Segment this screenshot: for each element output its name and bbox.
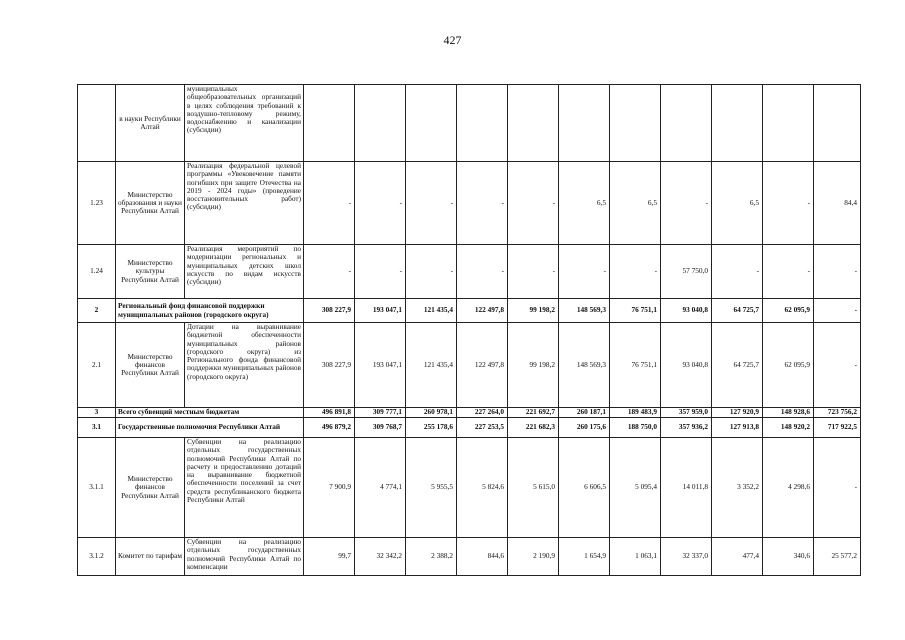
table-row <box>78 162 861 245</box>
value-cell: 32 337,0 <box>661 538 712 576</box>
value-cell: - <box>814 245 861 299</box>
value-cell <box>610 85 661 162</box>
description-cell: Субвенции на реализацию отдельных государственных полномочий Республики Алтай по расчету и предоставлению дотаций на выравнивание бюджетной обеспеченности поселений за счет средств республиканского бюджета Республики Алтай <box>185 438 304 538</box>
page-number: 427 <box>443 33 462 47</box>
value-cell: - <box>508 245 559 299</box>
description-cell: Реализация федеральной целевой программы «Увековечение памяти погибших при защите Отечества на 2019 - 2024 годы» (проведение восстановительных работ) (субсидии) <box>185 162 304 245</box>
value-cell: - <box>406 162 457 245</box>
value-cell: 5 615,0 <box>508 438 559 538</box>
value-cell: 5 955,5 <box>406 438 457 538</box>
value-cell: - <box>814 299 861 323</box>
value-cell: 189 483,9 <box>610 408 661 418</box>
value-cell: - <box>457 162 508 245</box>
row-code: 3.1.1 <box>78 438 116 538</box>
value-cell: 227 253,5 <box>457 418 508 438</box>
table-row <box>78 418 861 438</box>
row-code: 1.24 <box>78 245 116 299</box>
row-code: 2.1 <box>78 323 116 408</box>
value-cell: - <box>814 323 861 408</box>
value-cell: 6,5 <box>712 162 763 245</box>
table-row <box>78 438 861 538</box>
value-cell: - <box>814 438 861 538</box>
description-cell: Субвенции на реализацию отдельных государственных полномочий Республики Алтай по компенсации <box>185 538 304 576</box>
value-cell: 5 824,6 <box>457 438 508 538</box>
value-cell <box>355 85 406 162</box>
value-cell: 84,4 <box>814 162 861 245</box>
value-cell: 6,5 <box>559 162 610 245</box>
row-code: 2 <box>78 299 116 323</box>
ministry-cell: Министерство культуры Республики Алтай <box>116 245 185 299</box>
value-cell: 127 920,9 <box>712 408 763 418</box>
value-cell: - <box>559 245 610 299</box>
value-cell: - <box>406 245 457 299</box>
value-cell <box>559 85 610 162</box>
value-cell: - <box>355 162 406 245</box>
value-cell: 309 777,1 <box>355 408 406 418</box>
value-cell: 221 682,3 <box>508 418 559 438</box>
table-row <box>78 408 861 418</box>
value-cell: 99 198,2 <box>508 323 559 408</box>
value-cell: 14 011,8 <box>661 438 712 538</box>
value-cell: 64 725,7 <box>712 323 763 408</box>
budget-table <box>77 84 861 576</box>
value-cell <box>712 85 763 162</box>
value-cell: 4 774,1 <box>355 438 406 538</box>
value-cell: 62 095,9 <box>763 323 814 408</box>
section-title: Государственные полномочия Республики Алтай <box>116 418 304 438</box>
value-cell: 227 264,0 <box>457 408 508 418</box>
value-cell: 99,7 <box>304 538 355 576</box>
table-row <box>78 245 861 299</box>
description-cell: муниципальных общеобразовательных организаций в целях соблюдения требований к воздушно-тепловому режиму, водоснабжению и канализации (субсидии) <box>185 85 304 162</box>
value-cell: - <box>457 245 508 299</box>
value-cell: 308 227,9 <box>304 299 355 323</box>
value-cell: 148 928,6 <box>763 408 814 418</box>
row-code <box>78 85 116 162</box>
value-cell <box>508 85 559 162</box>
value-cell: 255 178,6 <box>406 418 457 438</box>
value-cell: 340,6 <box>763 538 814 576</box>
value-cell: 357 959,0 <box>661 408 712 418</box>
value-cell: 32 342,2 <box>355 538 406 576</box>
value-cell: 496 879,2 <box>304 418 355 438</box>
value-cell: 148 569,3 <box>559 299 610 323</box>
value-cell: 260 187,1 <box>559 408 610 418</box>
value-cell: - <box>763 162 814 245</box>
value-cell: 2 388,2 <box>406 538 457 576</box>
ministry-cell: в науки Республики Алтай <box>116 85 185 162</box>
value-cell: - <box>355 245 406 299</box>
value-cell: 4 298,6 <box>763 438 814 538</box>
value-cell: 308 227,9 <box>304 323 355 408</box>
value-cell <box>304 85 355 162</box>
row-code: 3.1 <box>78 418 116 438</box>
value-cell: 193 047,1 <box>355 323 406 408</box>
value-cell: 64 725,7 <box>712 299 763 323</box>
value-cell: 121 435,4 <box>406 299 457 323</box>
value-cell: 193 047,1 <box>355 299 406 323</box>
value-cell <box>661 85 712 162</box>
value-cell: 93 040,8 <box>661 323 712 408</box>
value-cell: - <box>763 245 814 299</box>
value-cell: 76 751,1 <box>610 323 661 408</box>
value-cell: 357 936,2 <box>661 418 712 438</box>
value-cell: - <box>304 245 355 299</box>
value-cell <box>457 85 508 162</box>
ministry-cell: Комитет по тарифам <box>116 538 185 576</box>
description-cell: Реализация мероприятий по модернизации региональных и муниципальных детских школ искусств по видам искусств (субсидии) <box>185 245 304 299</box>
row-code: 3.1.2 <box>78 538 116 576</box>
value-cell: 7 900,9 <box>304 438 355 538</box>
value-cell: 93 040,8 <box>661 299 712 323</box>
value-cell: 57 750,0 <box>661 245 712 299</box>
value-cell: 148 920,2 <box>763 418 814 438</box>
value-cell: 25 577,2 <box>814 538 861 576</box>
value-cell: 148 569,3 <box>559 323 610 408</box>
value-cell: 121 435,4 <box>406 323 457 408</box>
value-cell <box>814 85 861 162</box>
value-cell: 2 190,9 <box>508 538 559 576</box>
value-cell: 309 768,7 <box>355 418 406 438</box>
table-row <box>78 538 861 576</box>
table-row <box>78 85 861 162</box>
value-cell: 260 175,6 <box>559 418 610 438</box>
value-cell: 260 978,1 <box>406 408 457 418</box>
value-cell <box>763 85 814 162</box>
value-cell: 1 654,9 <box>559 538 610 576</box>
ministry-cell: Министерство финансов Республики Алтай <box>116 438 185 538</box>
ministry-cell: Министерство финансов Республики Алтай <box>116 323 185 408</box>
value-cell: 717 922,5 <box>814 418 861 438</box>
description-cell: Дотации на выравнивание бюджетной обеспеченности муниципальных районов (городского округа) из Регионального фонда финансовой поддержки муниципальных районов (городского округа) <box>185 323 304 408</box>
value-cell: - <box>661 162 712 245</box>
section-title: Всего субвенций местным бюджетам <box>116 408 304 418</box>
value-cell: - <box>304 162 355 245</box>
value-cell: 844,6 <box>457 538 508 576</box>
row-code: 3 <box>78 408 116 418</box>
value-cell: 5 095,4 <box>610 438 661 538</box>
value-cell: - <box>508 162 559 245</box>
value-cell: 221 692,7 <box>508 408 559 418</box>
value-cell: - <box>610 245 661 299</box>
value-cell: 3 352,2 <box>712 438 763 538</box>
table-row <box>78 299 861 323</box>
ministry-cell: Министерство образования и науки Республики Алтай <box>116 162 185 245</box>
value-cell: 122 497,8 <box>457 323 508 408</box>
value-cell: 477,4 <box>712 538 763 576</box>
value-cell: 6 606,5 <box>559 438 610 538</box>
value-cell <box>406 85 457 162</box>
value-cell: 6,5 <box>610 162 661 245</box>
value-cell: 99 198,2 <box>508 299 559 323</box>
table-row <box>78 323 861 408</box>
row-code: 1.23 <box>78 162 116 245</box>
value-cell: 1 063,1 <box>610 538 661 576</box>
section-title: Региональный фонд финансовой поддержки муниципальных районов (городского округа) <box>116 299 304 323</box>
value-cell: 122 497,8 <box>457 299 508 323</box>
value-cell: 127 913,8 <box>712 418 763 438</box>
value-cell: - <box>712 245 763 299</box>
value-cell: 496 891,8 <box>304 408 355 418</box>
value-cell: 723 756,2 <box>814 408 861 418</box>
value-cell: 62 095,9 <box>763 299 814 323</box>
value-cell: 76 751,1 <box>610 299 661 323</box>
value-cell: 188 750,0 <box>610 418 661 438</box>
